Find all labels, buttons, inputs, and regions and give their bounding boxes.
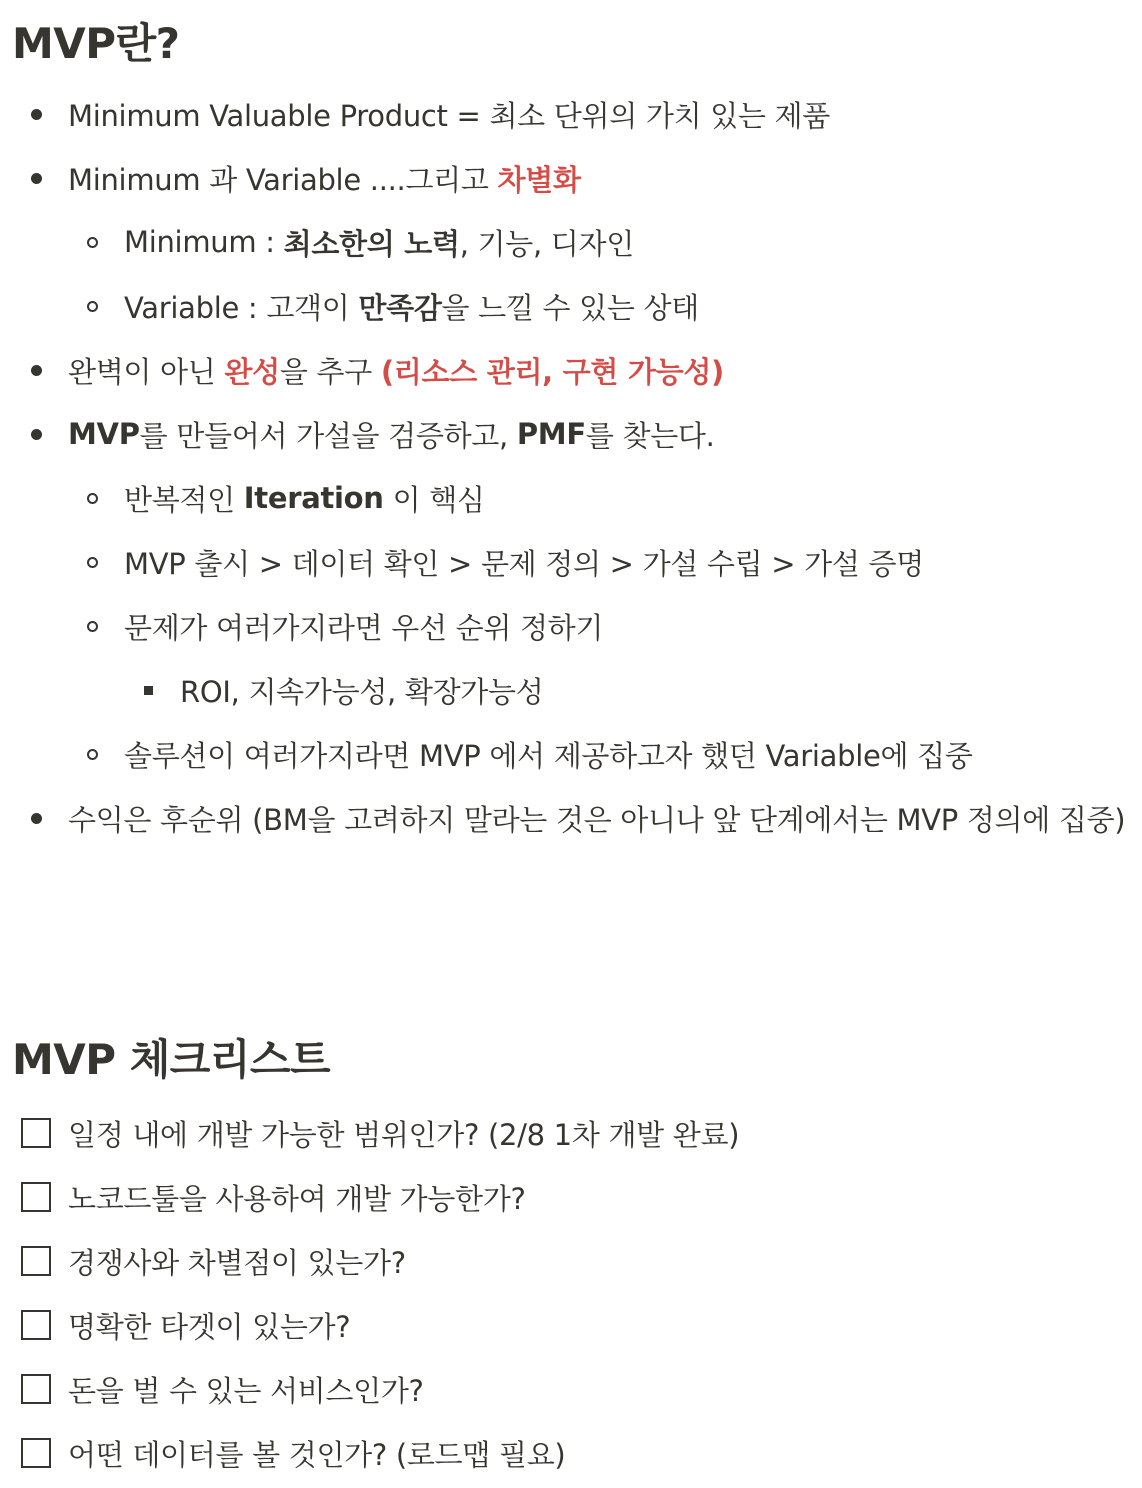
bullet-circle-icon [87, 237, 98, 248]
bullet-circle-icon [87, 749, 98, 760]
text-run: 최소한의 노력 [283, 226, 460, 261]
bullet-circle-icon [87, 557, 98, 568]
list-item [68, 158, 581, 198]
text-run: 을 느낄 수 있는 상태 [441, 290, 699, 325]
todo-label: 명확한 타겟이 있는가? [68, 1309, 351, 1344]
section-title-checklist: MVP 체크리스트 [12, 1035, 331, 1084]
todo-label: 일정 내에 개발 가능한 범위인가? (2/8 1차 개발 완료) [68, 1117, 740, 1152]
text-run: 수익은 후순위 (BM을 고려하지 말라는 것은 아니나 앞 단계에서는 MVP 정의에 집중) [68, 802, 1126, 837]
text-run: 솔루션이 여러가지라면 MVP 에서 제공하고자 했던 Variable에 집중 [124, 738, 973, 773]
list-item [124, 222, 634, 262]
text-run: ROI, 지속가능성, 확장가능성 [180, 674, 544, 709]
todo-checkbox[interactable] [21, 1438, 51, 1468]
text-run: 를 찾는다. [585, 418, 715, 453]
text-run: Minimum 과 Variable ....그리고 [68, 162, 498, 197]
list-item [124, 734, 973, 774]
bullet-square-icon [144, 686, 153, 695]
bullet-disc-icon [31, 109, 42, 120]
todo-label: 경쟁사와 차별점이 있는가? [68, 1245, 406, 1280]
text-run: 완성 [224, 354, 280, 389]
text-run: 문제가 여러가지라면 우선 순위 정하기 [124, 610, 604, 645]
list-item [124, 606, 603, 646]
text-run: Variable : 고객이 [124, 290, 359, 325]
list-item [68, 414, 715, 454]
text-run: Minimum : [124, 225, 284, 259]
todo-checkbox[interactable] [21, 1246, 51, 1276]
text-run: 를 만들어서 가설을 검증하고, [139, 418, 517, 453]
bullet-disc-icon [31, 365, 42, 376]
todo-checkbox[interactable] [21, 1310, 51, 1340]
list-item [180, 670, 543, 710]
bullet-disc-icon [31, 429, 42, 440]
bullet-disc-icon [31, 813, 42, 824]
todo-checkbox[interactable] [21, 1182, 51, 1212]
text-run: 이 핵심 [383, 482, 485, 517]
text-run: Minimum Valuable Product = 최소 단위의 가치 있는 제품 [68, 98, 830, 133]
todo-label: 어떤 데이터를 볼 것인가? (로드맵 필요) [68, 1437, 566, 1472]
text-run: MVP 출시 > 데이터 확인 > 문제 정의 > 가설 수립 > 가설 증명 [124, 546, 924, 581]
todo-label: 돈을 벌 수 있는 서비스인가? [68, 1373, 424, 1408]
text-run: MVP [68, 417, 140, 451]
text-run: 반복적인 [124, 482, 244, 517]
text-run: 완벽이 아닌 [68, 354, 225, 389]
text-run: 을 추구 [279, 354, 381, 389]
text-run: Iteration [243, 481, 384, 515]
todo-checkbox[interactable] [21, 1374, 51, 1404]
list-item [68, 798, 1125, 838]
list-item [124, 542, 924, 582]
list-item [68, 350, 724, 390]
list-item [68, 94, 830, 134]
text-run: 만족감 [358, 290, 442, 325]
text-run: PMF [516, 417, 586, 451]
bullet-circle-icon [87, 493, 98, 504]
bullet-disc-icon [31, 173, 42, 184]
page-title-mvp: MVP란? [12, 19, 180, 68]
list-item [124, 478, 485, 518]
list-item [124, 286, 699, 326]
todo-label: 노코드툴을 사용하여 개발 가능한가? [68, 1181, 526, 1216]
bullet-circle-icon [87, 301, 98, 312]
text-run: 차별화 [497, 162, 581, 197]
todo-checkbox[interactable] [21, 1118, 51, 1148]
text-run: , 기능, 디자인 [459, 226, 634, 261]
bullet-circle-icon [87, 621, 98, 632]
text-run: (리소스 관리, 구현 가능성) [380, 354, 724, 389]
